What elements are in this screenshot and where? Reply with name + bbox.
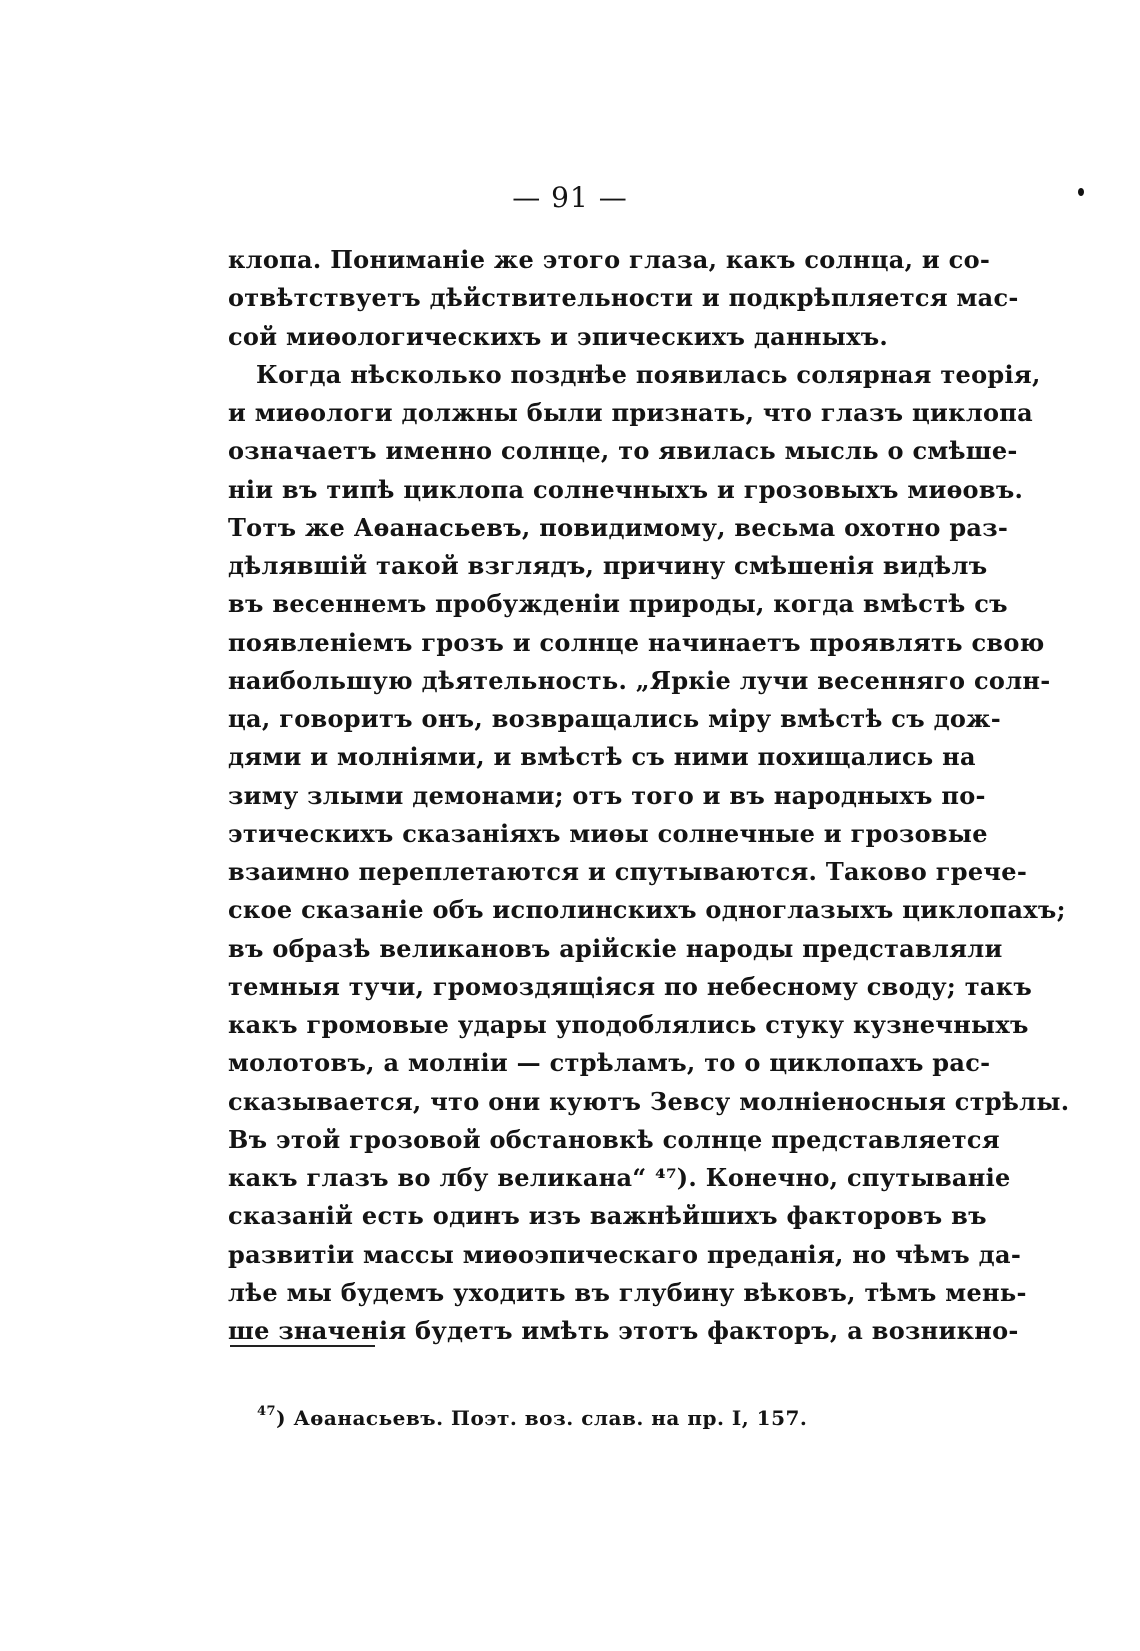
- text-line: Въ этой грозовой обстановкѣ солнце представляется: [228, 1124, 1000, 1154]
- text-line: молотовъ, а молніи — стрѣламъ, то о циклопахъ рас-: [228, 1048, 991, 1078]
- text-line: означаетъ именно солнце, то явилась мысль о смѣше-: [228, 436, 1018, 466]
- text-line: дями и молніями, и вмѣстѣ съ ними похищались на: [228, 742, 976, 772]
- text-line: и миѳологи должны были признать, что глазъ циклопа: [228, 398, 1033, 427]
- footnote-text: ) Аѳанасьевъ. Поэт. воз. слав. на пр. I, 157.: [276, 1406, 808, 1430]
- text-line: Когда нѣсколько позднѣе появилась солярная теорія,: [256, 359, 1041, 389]
- text-line: наибольшую дѣятельность. „Яркіе лучи весенняго солн-: [228, 665, 1051, 695]
- text-line: темныя тучи, громоздящіяся по небесному своду; такъ: [228, 971, 1033, 1001]
- text-line: въ образѣ великановъ арійскіе народы представляли: [228, 933, 1003, 963]
- ink-speck: [1078, 188, 1084, 196]
- text-line: лѣе мы будемъ уходить въ глубину вѣковъ, тѣмъ мень-: [228, 1277, 1027, 1307]
- text-line: ское сказаніе объ исполинскихъ одноглазыхъ циклопахъ;: [228, 895, 1066, 925]
- text-line: какъ громовые удары уподоблялись стуку кузнечныхъ: [228, 1010, 1029, 1039]
- text-line: ніи въ типѣ циклопа солнечныхъ и грозовыхъ миѳовъ.: [228, 474, 1024, 504]
- text-line: какъ глазъ во лбу великана“ ⁴⁷). Конечно, спутываніе: [228, 1163, 1011, 1192]
- body-text: [228, 241, 1070, 1350]
- text-line: развитіи массы миѳоэпическаго преданія, но чѣмъ да-: [228, 1239, 1022, 1269]
- text-line: зиму злыми демонами; отъ того и въ народныхъ по-: [228, 780, 986, 810]
- text-line: появленіемъ грозъ и солнце начинаетъ проявлять свою: [228, 627, 1045, 657]
- text-line: сказаній есть одинъ изъ важнѣйшихъ факторовъ въ: [228, 1201, 987, 1231]
- text-line: сой миѳологическихъ и эпическихъ данныхъ.: [228, 321, 889, 351]
- footnote: [257, 1405, 807, 1431]
- footnote-divider: [230, 1345, 375, 1347]
- text-line: въ весеннемъ пробужденіи природы, когда вмѣстѣ съ: [228, 589, 1008, 619]
- text-line: взаимно переплетаются и спутываются. Таково грече-: [228, 857, 1028, 886]
- text-line: ше значенія будетъ имѣть этотъ факторъ, а возникно-: [228, 1316, 1019, 1345]
- text-line: клопа. Пониманіе же этого глаза, какъ солнца, и со-: [228, 245, 991, 274]
- text-line: дѣлявшій такой взглядъ, причину смѣшенія видѣлъ: [228, 551, 988, 580]
- page-number: — 91 —: [512, 181, 628, 214]
- footnote-marker: 47: [257, 1404, 277, 1419]
- text-line: сказывается, что они куютъ Зевсу молніеносныя стрѣлы.: [228, 1086, 1070, 1116]
- text-line: Тотъ же Аѳанасьевъ, повидимому, весьма охотно раз-: [228, 512, 1009, 542]
- text-line: ца, говоритъ онъ, возвращались міру вмѣстѣ съ дож-: [228, 704, 1001, 733]
- text-line: этическихъ сказаніяхъ миѳы солнечные и грозовые: [228, 818, 988, 848]
- text-line: отвѣтствуетъ дѣйствительности и подкрѣпляется мас-: [228, 283, 1019, 313]
